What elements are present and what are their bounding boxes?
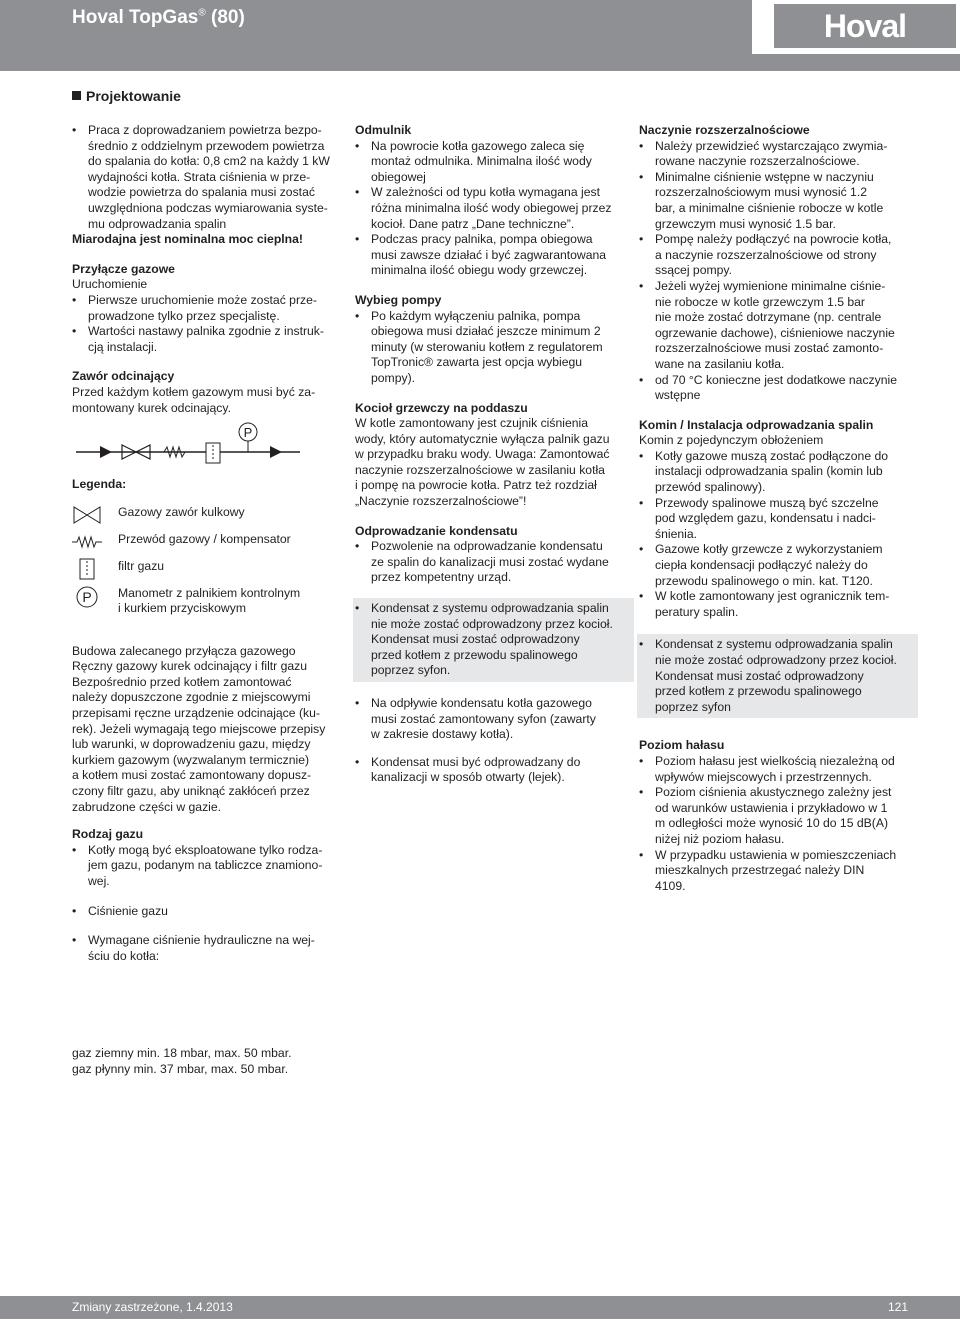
- gas-pressure-values: gaz ziemny min. 18 mbar, max. 50 mbar. gaz płynny min. 37 mbar, max. 50 mbar.: [72, 1046, 292, 1076]
- list-item: • Minimalne ciśnienie wstępne w naczyniu rozszerzalnościowym musi wynosić 1.2 bar, a minimalne ciśnienie robocze w kotle grzewczym musi wynosić 1.5 bar.: [639, 170, 914, 232]
- list-item: • W zależności od typu kotła wymagana jest różna minimalna ilość wody obiegowej przez kocioł. Dane patrz „Dane techniczne”.: [355, 185, 630, 232]
- highlighted-note: • Kondensat z systemu odprowadzania spalin nie może zostać odprowadzony przez kocioł. Kondensat musi zostać odprowadzony przed kotłem z przewodu spalinowego poprzez syfon.: [353, 598, 634, 682]
- list-item: • Wymagane ciśnienie hydrauliczne na wej- ściu do kotła:: [72, 933, 342, 964]
- list-item: • od 70 °C konieczne jest dodatkowe naczynie wstępne: [639, 373, 914, 404]
- list-item: • Na powrocie kotła gazowego zaleca się montaż odmulnika. Minimalna ilość wody obiegowej: [355, 139, 630, 186]
- legend-title: Legenda:: [72, 477, 127, 492]
- ball-valve-icon: [72, 503, 102, 527]
- list-item: • Pompę należy podłączyć na powrocie kotła, a naczynie rozszerzalnościowe od strony ssącej pompy.: [639, 232, 914, 279]
- attic-text: W kotle zamontowany jest czujnik ciśnienia wody, który automatycznie wyłącza palnik gazu w przypadku braku wody. Uwaga: Zamontować naczynie rozszerzalnościowe w zasilaniu kotła i pompę na powrocie kotła. Patrz też rozdział „Naczynie rozszerzalnościowe”!: [355, 416, 610, 509]
- svg-text:P: P: [82, 588, 92, 605]
- list-item: • Przewody spalinowe muszą być szczelne pod względem gazu, kondensatu i nadci- śnienia.: [639, 496, 914, 543]
- heading-gas-type: Rodzaj gazu: [72, 827, 144, 842]
- list-item: • Pozwolenie na odprowadzanie kondensatu ze spalin do kanalizacji musi zostać wydane przez kompetentny urząd.: [355, 539, 630, 586]
- list-item: • Kotły mogą być eksploatowane tylko rodza- jem gazu, podanym na tabliczce znamiono- wej.: [72, 843, 342, 890]
- heading-sludge-separator: Odmulnik: [355, 123, 412, 137]
- list-item: • Wartości nastawy palnika zgodnie z instruk- cją instalacji.: [72, 324, 342, 355]
- section-title: Projektowanie: [72, 88, 181, 104]
- heading-pump-overrun: Wybieg pompy: [355, 292, 442, 307]
- subheading-single-chimney: Komin z pojedynczym obłożeniem: [639, 433, 824, 448]
- legend-item: filtr gazu: [72, 557, 342, 584]
- list-item: • W kotle zamontowany jest ogranicznik tem- peratury spalin.: [639, 589, 914, 620]
- recommended-connection-text: Budowa zalecanego przyłącza gazowego Ręczny gazowy kurek odcinający i filtr gazu Bezpośrednio przed kotłem zamontować należy dopuszczone zgodnie z miejscowymi przepisami ręczne urządzenie odcinające (ku- rek). Jeżeli wymagają tego miejscowe przepisy lub warunki, w doprowadzeniu gazu, między kurkiem gazowym (wyzwalanym termicznie) a kotłem musi zostać zamontowany dopusz- czony filtr gazu, aby uniknąć zakłóceń przez zabrudzone części w gazie.: [72, 643, 326, 814]
- list-item: • Pierwsze uruchomienie może zostać prze- prowadzone tylko przez specjalistę.: [72, 293, 342, 324]
- page-header: [0, 0, 960, 71]
- list-item: • Po każdym wyłączeniu palnika, pompa obiegowa musi działać jeszcze minimum 2 minuty (w sterowaniu kotłem z regulatorem TopTronic® zawarta jest opcja wybiegu pompy).: [355, 309, 630, 387]
- diagram-label: P: [243, 425, 253, 441]
- legend-item: Przewód gazowy / kompensator: [72, 530, 342, 557]
- subheading-commissioning: Uruchomienie: [72, 277, 148, 292]
- column-1: • Praca z doprowadzaniem powietrza bezpo- średnio z oddzielnym przewodem powietrza do spalania do kotła: 0,8 cm2 na każdy 1 kW wydajności kotła. Strata ciśnienia w prze- wodzie powietrza do spalania musi zostać uwzględniona podczas wymiarowania syste- mu odprowadzania spalin Miarodajna jest nominalna moc cieplna! Przyłącze gazowe Uruchomienie • Pierwsze uruchomienie może zostać prze- prowadzone tylko przez specjalistę. • Wartości nastawy palnika zgodnie z instruk- cją instalacji. Zawór odcinający Przed każdym kotłem gazowym musi być za- montowany kurek odcinający. P Legenda: Gazowy zawór kulkowy Przewód gazowy / kompensator filtr gazu P Manometr z palnikiem kontrolnym i kurkiem przyciskowym Budowa zalecanego przyłącza gazowego Ręczny gazowy kurek odcinający i filtr gazu Bezpośrednio przed kotłem zamontować należy dopuszczone zgodnie z miejscowymi przepisami ręczne urządzenie odcinające (ku- rek). Jeżeli wymagają tego miejscowe przepisy lub warunki, w doprowadzeniu gazu, między kurkiem gazowym (wyzwalanym termicznie) a kotłem musi zostać zamontowany dopusz- czony filtr gazu, aby uniknąć zakłóceń przez zabrudzone części w gazie. Rodzaj gazu • Kotły mogą być eksploatowane tylko rodza- jem gazu, podanym na tabliczce znamiono- wej. • Ciśnienie gazu • Wymagane ciśnienie hydrauliczne na wej- ściu do kotła:: [72, 123, 342, 964]
- list-item: • Podczas pracy palnika, pompa obiegowa musi zawsze działać i być zagwarantowana minimalna ilość obiegu wody grzewczej.: [355, 232, 630, 279]
- list-item: • Ciśnienie gazu: [72, 904, 342, 920]
- list-item: • Kondensat musi być odprowadzany do kanalizacji w sposób otwarty (lejek).: [355, 755, 630, 786]
- heading-attic-boiler: Kocioł grzewczy na poddaszu: [355, 400, 528, 415]
- heading-condensate: Odprowadzanie kondensatu: [355, 523, 518, 538]
- legend-item: P Manometr z palnikiem kontrolnym i kurkiem przyciskowym: [72, 584, 342, 624]
- heading-shutoff-valve: Zawór odcinający: [72, 369, 175, 384]
- heading-gas-connection: Przyłącze gazowe: [72, 261, 175, 276]
- compensator-icon: [72, 530, 102, 554]
- column-3: [639, 123, 914, 894]
- list-item: • Poziom hałasu jest wielkością niezależną od wpływów miejscowych i przestrzennych.: [639, 754, 914, 785]
- highlighted-note: • Kondensat z systemu odprowadzania spalin nie może zostać odprowadzony przez kocioł. Kondensat musi zostać odprowadzony przed kotłem z przewodu spalinowego poprzez syfon: [637, 634, 918, 718]
- list-item: • Należy przewidzieć wystarczająco zwymia- rowane naczynie rozszerzalnościowe.: [639, 139, 914, 170]
- footer-revision: Zmiany zastrzeżone, 1.4.2013: [72, 1300, 233, 1314]
- manometer-icon: [72, 584, 102, 608]
- emphasis-note: Miarodajna jest nominalna moc cieplna!: [72, 232, 303, 247]
- square-bullet-icon: [72, 91, 81, 100]
- filter-icon: [72, 557, 102, 581]
- flow-arrow-icon: [100, 446, 112, 458]
- document-title: Hoval TopGas® (80): [72, 7, 245, 28]
- heading-expansion-vessel: Naczynie rozszerzalnościowe: [639, 123, 810, 137]
- page-number: 121: [887, 1300, 908, 1314]
- heading-noise-level: Poziom hałasu: [639, 738, 725, 753]
- heading-flue-system: Komin / Instalacja odprowadzania spalin: [639, 417, 874, 432]
- list-item: • Poziom ciśnienia akustycznego zależny jest od warunków ustawienia i przykładowo w 1 m odległości może wynosić 10 do 15 dB(A) niżej niż poziom hałasu.: [639, 785, 914, 847]
- list-item: • Kotły gazowe muszą zostać podłączone do instalacji odprowadzania spalin (komin lub przewód spalinowy).: [639, 449, 914, 496]
- flow-arrow-icon: [270, 446, 282, 458]
- gas-connection-diagram: [72, 419, 312, 469]
- logo-area: [752, 0, 960, 54]
- legend-item: Gazowy zawór kulkowy: [72, 503, 342, 530]
- list-item: • Praca z doprowadzaniem powietrza bezpo- średnio z oddzielnym przewodem powietrza do spalania do kotła: 0,8 cm2 na każdy 1 kW wydajności kotła. Strata ciśnienia w prze- wodzie powietrza do spalania musi zostać uwzględniona podczas wymiarowania syste- mu odprowadzania spalin: [72, 123, 342, 232]
- list-item: • W przypadku ustawienia w pomieszczeniach mieszkalnych przestrzegać należy DIN 4109.: [639, 848, 914, 895]
- list-item: • Jeżeli wyżej wymienione minimalne ciśnie- nie robocze w kotle grzewczym 1.5 bar nie może zostać dotrzymane (np. centrale ogrzewanie dachowe), ciśnieniowe naczynie rozszerzalnościowe musi zostać zamonto- wane na zasilaniu kotła.: [639, 279, 914, 373]
- column-2: [355, 123, 630, 786]
- list-item: • Na odpływie kondensatu kotła gazowego musi zostać zamontowany syfon (zawarty w zakresie dostawy kotła).: [355, 696, 630, 743]
- list-item: • Gazowe kotły grzewcze z wykorzystaniem ciepła kondensacji podłączyć należy do przewodu spalinowego o min. kat. T120.: [639, 542, 914, 589]
- hoval-logo: Hoval: [774, 4, 956, 48]
- gas-line-diagram: [72, 419, 312, 469]
